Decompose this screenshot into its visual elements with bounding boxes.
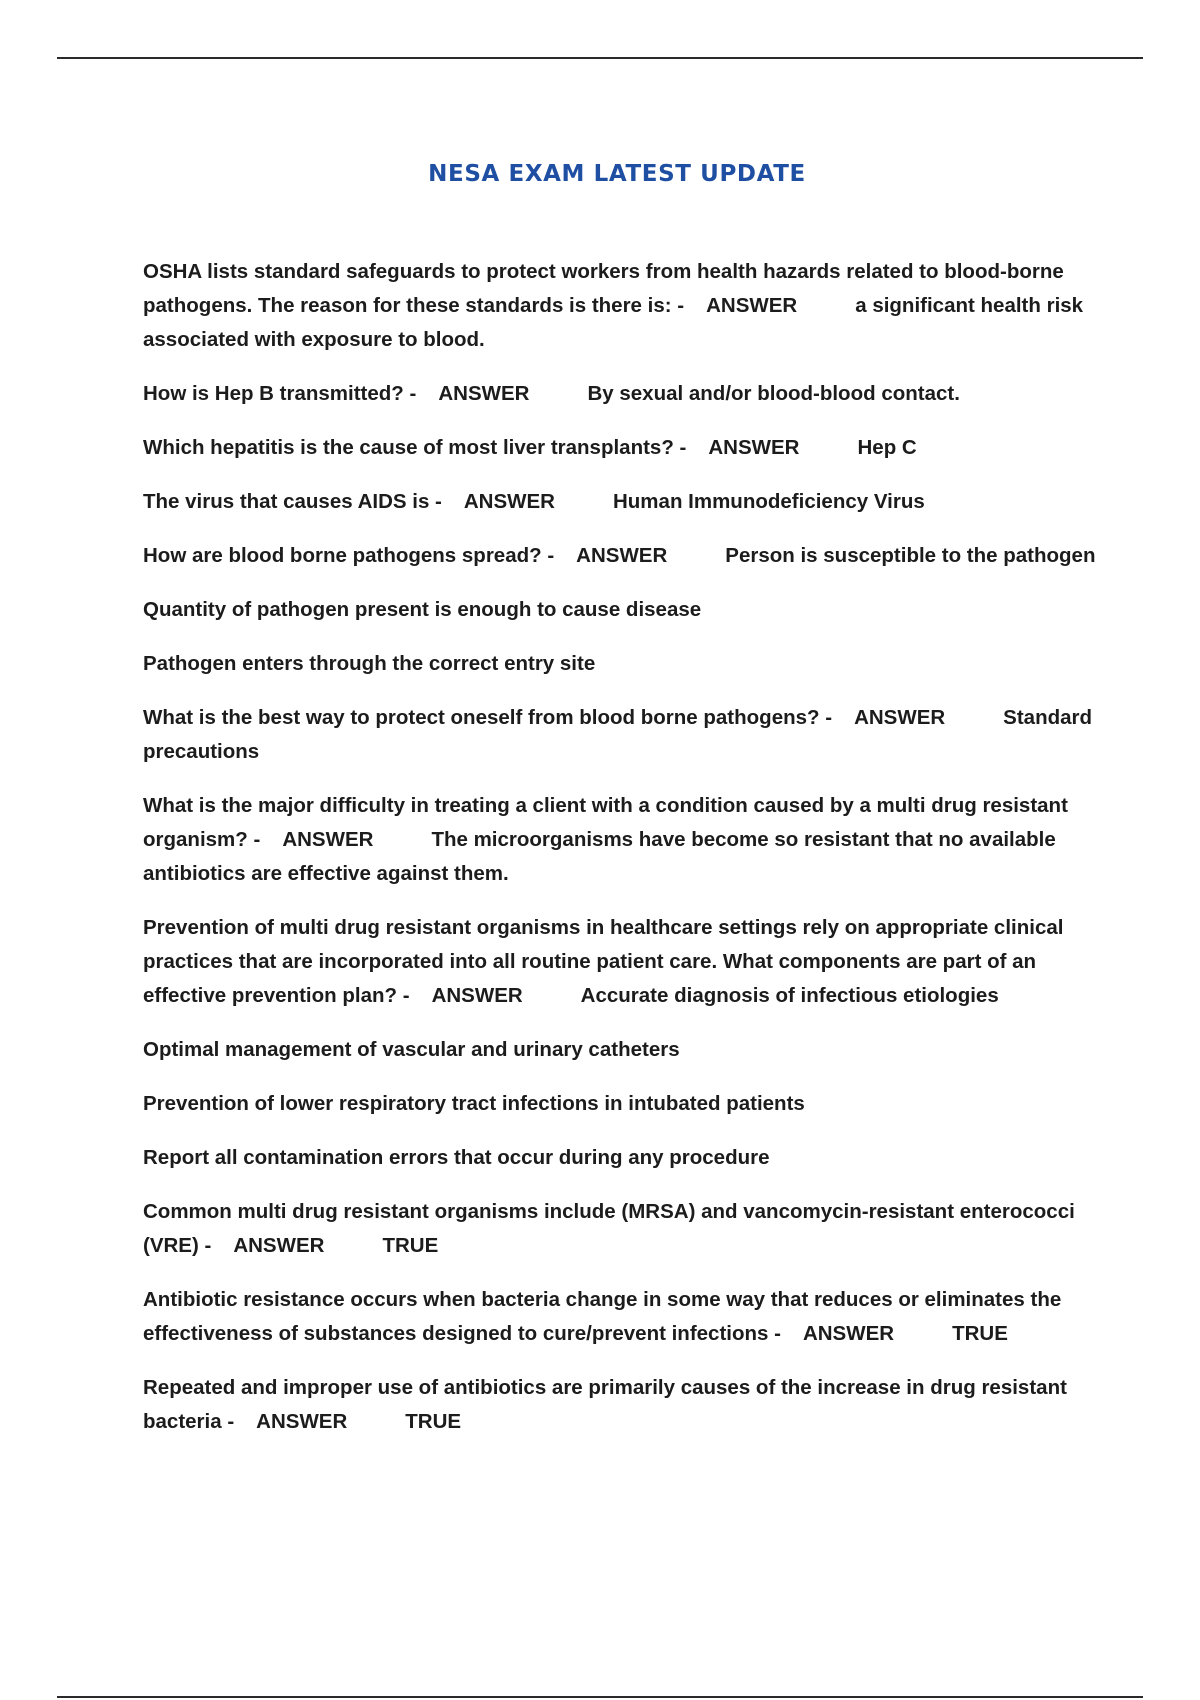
answer-text: TRUE xyxy=(405,1410,462,1433)
qa-entry xyxy=(143,539,1103,573)
answer-label: ANSWER xyxy=(438,382,530,405)
answer-continuation: Prevention of lower respiratory tract infections in intubated patients xyxy=(143,1092,805,1115)
answer-label: ANSWER xyxy=(706,294,798,317)
question-text: Common multi drug resistant organisms include (MRSA) and vancomycin-resistant enterococci (VRE) - xyxy=(143,1200,1075,1257)
document-title: NESA EXAM LATEST UPDATE xyxy=(428,161,806,188)
answer-label: ANSWER xyxy=(576,544,668,567)
question-text: The virus that causes AIDS is - xyxy=(143,490,442,513)
qa-entry xyxy=(143,701,1103,769)
answer-text: Standard precautions xyxy=(143,706,1093,763)
answer-label: ANSWER xyxy=(802,1322,895,1345)
qa-entry xyxy=(143,255,1103,357)
answer-label: ANSWER xyxy=(282,828,374,851)
answer-continuation: Pathogen enters through the correct entry site xyxy=(143,652,596,675)
answer-text: TRUE xyxy=(952,1322,1008,1345)
answer-label: ANSWER xyxy=(708,436,800,459)
answer-text: Human Immunodeficiency Virus xyxy=(612,490,925,513)
answer-text: Accurate diagnosis of infectious etiologies xyxy=(580,984,999,1007)
question-text: Antibiotic resistance occurs when bacteria change in some way that reduces or eliminates the effectiveness of substances designed to cure/prevent infections - xyxy=(143,1288,1062,1345)
answer-label: ANSWER xyxy=(233,1234,325,1257)
answer-label: ANSWER xyxy=(256,1410,348,1433)
qa-entry xyxy=(143,1195,1103,1263)
answer-continuation: Report all contamination errors that occur during any procedure xyxy=(143,1146,770,1169)
qa-entry xyxy=(143,789,1103,891)
answer-text: The microorganisms have become so resistant that no available antibiotics are effective against them. xyxy=(143,828,1056,885)
question-text: What is the major difficulty in treating a client with a condition caused by a multi drug resistant organism? - xyxy=(143,794,1068,851)
question-text: How is Hep B transmitted? - xyxy=(143,382,417,405)
qa-entry xyxy=(143,485,1103,519)
answer-continuation: Quantity of pathogen present is enough to cause disease xyxy=(143,598,702,621)
header-rule xyxy=(57,57,1143,59)
qa-entry xyxy=(143,377,1103,411)
answer-text: TRUE xyxy=(382,1234,439,1257)
answer-label: ANSWER xyxy=(463,490,555,513)
question-text: Repeated and improper use of antibiotics are primarily causes of the increase in drug resistant bacteria - xyxy=(143,1376,1067,1433)
answer-text: a significant health risk associated with exposure to blood. xyxy=(143,294,1084,351)
question-text: Which hepatitis is the cause of most liver transplants? - xyxy=(143,436,687,459)
answer-text: Person is susceptible to the pathogen xyxy=(725,544,1096,567)
qa-entry xyxy=(143,1371,1103,1439)
qa-entry xyxy=(143,1283,1103,1351)
answer-label: ANSWER xyxy=(854,706,946,729)
document-body xyxy=(143,255,1103,1459)
question-text: Prevention of multi drug resistant organisms in healthcare settings rely on appropriate clinical practices that are incorporated into all routine patient care. What components are part of an effective prevention plan? - xyxy=(143,916,1064,1007)
answer-text: By sexual and/or blood-blood contact. xyxy=(587,382,960,405)
answer-text: Hep C xyxy=(857,436,917,459)
answer-label: ANSWER xyxy=(431,984,523,1007)
answer-continuation: Optimal management of vascular and urinary catheters xyxy=(143,1038,680,1061)
question-text: OSHA lists standard safeguards to protect workers from health hazards related to blood-borne pathogens. The reason for these standards is there is: - xyxy=(143,260,1064,317)
question-text: What is the best way to protect oneself from blood borne pathogens? - xyxy=(143,706,833,729)
footer-rule xyxy=(57,1696,1143,1698)
qa-entry xyxy=(143,911,1103,1013)
qa-entry xyxy=(143,431,1103,465)
question-text: How are blood borne pathogens spread? - xyxy=(143,544,555,567)
